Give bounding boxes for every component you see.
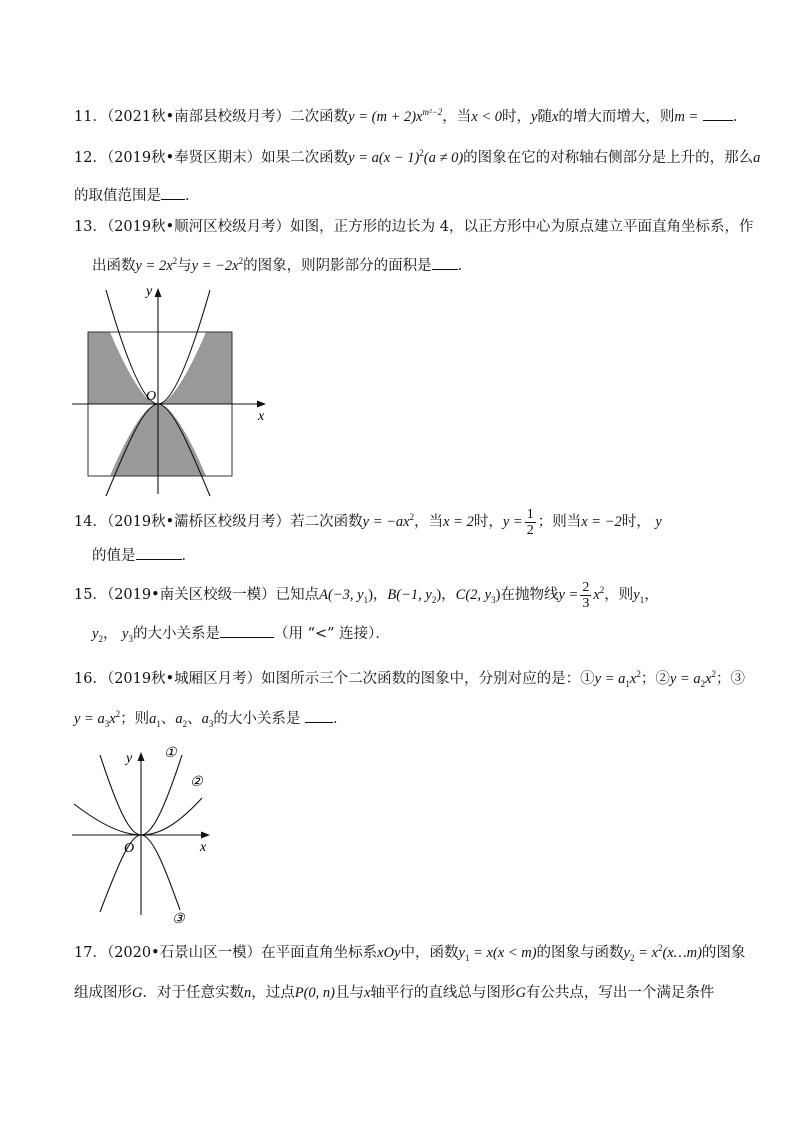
q16-x-label: x: [200, 840, 207, 855]
q16-figure: [60, 740, 230, 930]
q13-y-arrow: [155, 288, 162, 297]
q15-number: 15．: [74, 587, 107, 603]
q11-number: 11．: [74, 109, 107, 125]
question-14-line2: 的值是 ．: [92, 548, 196, 564]
question-11: 11．（2021秋•南部县校级月考）二次函数$y = (m + 2)x^{m^2-2}$，当x < 0时，y随x的增大而增大，则m = ．: [74, 107, 748, 125]
question-17: 17．（2020•石景山区一模）在平面直角坐标系xOy中，函数$y_1 = x(x < m)$的图象与函数$y_2$ = $x^2(x\dots m)$的图象: [74, 943, 746, 963]
q13-answer-blank[interactable]: [432, 257, 458, 270]
q16-curve-3-label: ③: [172, 912, 185, 927]
q16-number: 16．: [74, 671, 107, 687]
q13-x-label: x: [258, 409, 265, 424]
question-12-line2: 的取值范围是 ．: [74, 188, 200, 204]
q15-source: （2019•南关区校级一模）: [106, 587, 276, 603]
q16-curve-2: [74, 798, 202, 835]
q16-curve-3: [100, 835, 180, 912]
q13-x-arrow: [257, 401, 266, 408]
question-15: 15．（2019•南关区校级一模）已知点A(−3, $y_1$)，B(−1, $y_2$)，C(2, $y_3$)在抛物线y = $\frac{2}{3}$ $x^2$，则$y_1$，: [74, 579, 659, 611]
question-16: 16．（2019秋•城厢区月考）如图所示三个二次函数的图象中，分别对应的是：①y = $a_1x^2$；②y = $a_2x^2$；③: [74, 669, 746, 689]
q13-shade-upper: [88, 332, 232, 404]
q14-answer-blank[interactable]: [136, 547, 182, 560]
q16-y-arrow: [138, 752, 145, 761]
q16-curve-2-label: ②: [190, 775, 203, 790]
q16-x-arrow: [201, 832, 210, 839]
q13-y-label: y: [146, 284, 153, 299]
question-13: 13．（2019秋•顺河区校级月考）如图，正方形的边长为 4，以正方形中心为原点建立平面直角坐标系，作: [74, 219, 754, 235]
q16-y-label: y: [126, 751, 133, 766]
q14-fraction: $\frac{1}{2}$: [526, 506, 534, 538]
question-15-line2: $y_2$， $y_3$的大小关系是 （用 “<” 连接）．: [92, 626, 390, 644]
q16-curve-1-label: ①: [164, 746, 177, 761]
q13-source: （2019秋•顺河区校级月考）: [106, 219, 291, 235]
q12-formula: y = a(x − 1): [348, 150, 420, 166]
q13-figure: [60, 280, 280, 500]
q12-source: （2019秋•奉贤区期末）: [106, 150, 262, 166]
q17-source: （2020•石景山区一模）: [106, 945, 262, 961]
q16-origin-label: O: [124, 841, 135, 856]
question-16-line2: $y = a_3x^2$；则$a_1$、$a_2$、$a_3$的大小关系是 ．: [74, 709, 348, 729]
q16-answer-blank[interactable]: [305, 710, 333, 723]
question-12: 12．（2019秋•奉贤区期末）如果二次函数$y = a(x - 1)^2(a \ne 0)$的图象在它的对称轴右侧部分是上升的，那么a: [74, 148, 761, 166]
q12-number: 12．: [74, 150, 107, 166]
q16-source: （2019秋•城厢区月考）: [106, 671, 262, 687]
question-17-line2: 组成图形G．对于任意实数n，过点P(0, n)且与x轴平行的直线总与图形G有公共点，写出一个满足条件: [74, 985, 715, 1001]
q14-number: 14．: [74, 514, 107, 530]
q13-number: 13．: [74, 219, 107, 235]
q15-fraction: $\frac{2}{3}$: [582, 579, 590, 611]
q14-source: （2019秋•灞桥区校级月考）: [106, 514, 291, 530]
q17-number: 17．: [74, 945, 107, 961]
question-14: 14．（2019秋•灞桥区校级月考）若二次函数$y = -ax^2$，当x = 2时，y = $\frac{1}{2}$ ；则当x = −2时， y: [74, 506, 662, 538]
q11-answer-blank[interactable]: [703, 108, 733, 121]
question-13-line2: 出函数$y = 2x^2$与$y = -2x^2$的图象，则阴影部分的面积是 ．: [92, 256, 473, 274]
q11-source: （2021秋•南部县校级月考）: [106, 109, 291, 125]
q13-origin-label: O: [146, 389, 157, 404]
q15-answer-blank[interactable]: [220, 625, 274, 638]
q12-answer-blank[interactable]: [161, 187, 185, 200]
q11-formula: y = (m + 2)x: [348, 109, 423, 125]
